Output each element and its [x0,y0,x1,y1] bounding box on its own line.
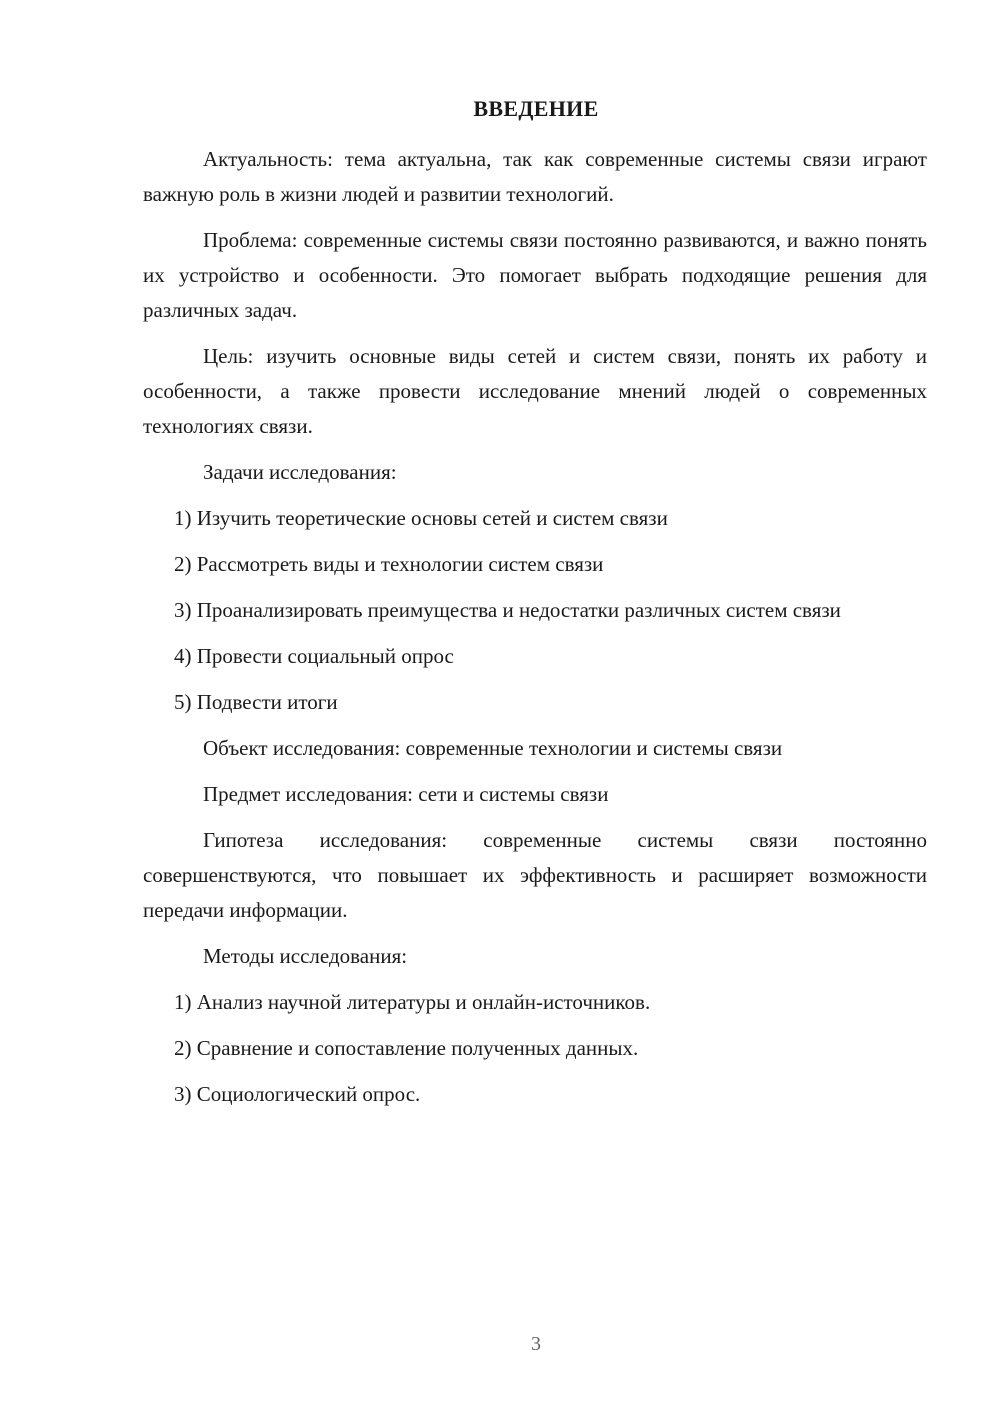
hypothesis-paragraph: Гипотеза исследования: современные системы связи постоянно совершенствуются, что повышает их эффективность и расширяет возможности передачи информации. [143,828,927,922]
method-item: 2) Сравнение и сопоставление полученных данных. [174,1036,639,1060]
method-item: 3) Социологический опрос. [174,1082,421,1106]
relevance-paragraph: Актуальность: тема актуальна, так как современные системы связи играют важную роль в жизни людей и развитии технологий. [143,147,927,206]
body-text [143,142,927,1123]
section-heading: ВВЕДЕНИЕ [473,96,599,121]
object-paragraph: Объект исследования: современные технологии и системы связи [203,736,783,760]
tasks-title: Задачи исследования: [203,460,397,484]
goal-paragraph: Цель: изучить основные виды сетей и систем связи, понять их работу и особенности, а также провести исследование мнений людей о современных технологиях связи. [143,344,927,438]
task-item: 5) Подвести итоги [174,690,338,714]
method-item: 1) Анализ научной литературы и онлайн-источников. [174,990,651,1014]
task-item: 4) Провести социальный опрос [174,644,454,668]
problem-paragraph: Проблема: современные системы связи постоянно развиваются, и важно понять их устройство и особенности. Это помогает выбрать подходящие решения для различных задач. [143,228,927,322]
task-item: 3) Проанализировать преимущества и недостатки различных систем связи [174,598,841,622]
subject-paragraph: Предмет исследования: сети и системы связи [203,782,609,806]
page-number: 3 [531,1333,541,1355]
task-item: 1) Изучить теоретические основы сетей и систем связи [174,506,668,530]
methods-title: Методы исследования: [203,944,408,968]
task-item: 2) Рассмотреть виды и технологии систем связи [174,552,604,576]
